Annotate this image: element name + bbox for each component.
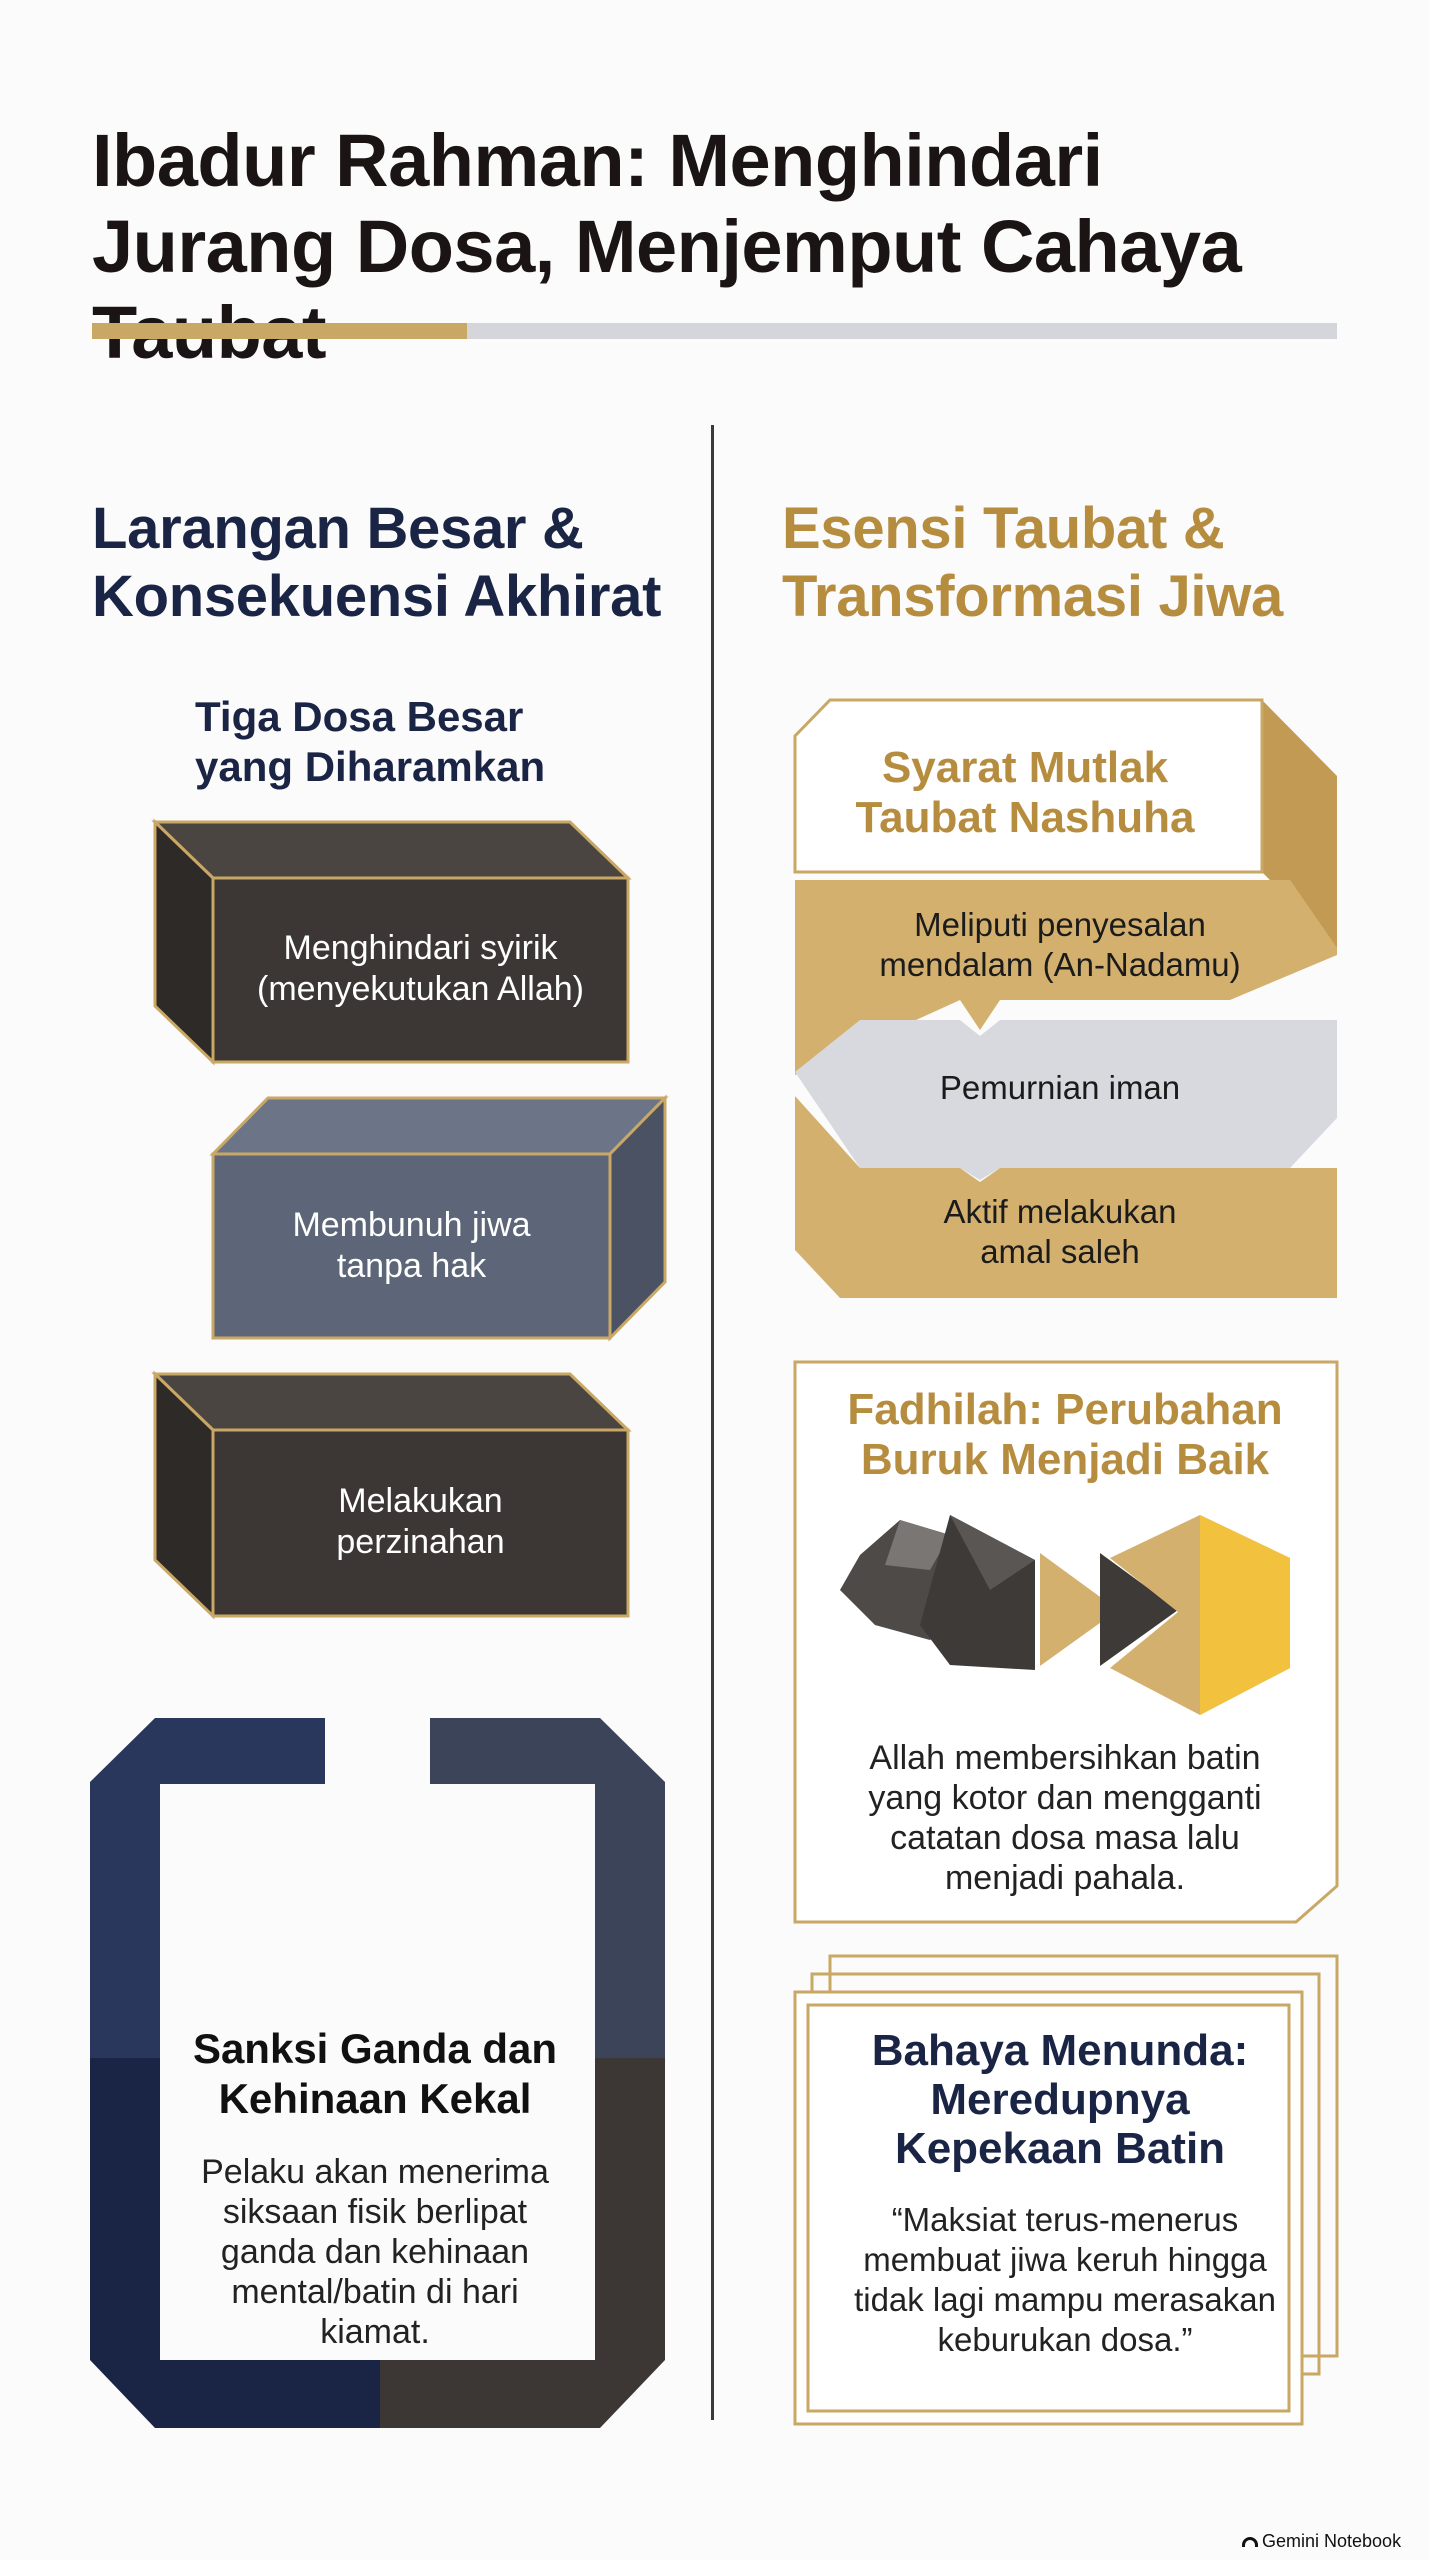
gemini-logo-icon xyxy=(1242,2537,1258,2547)
right-column-heading: Esensi Taubat & Transformasi Jiwa xyxy=(782,496,1284,629)
fadhilah-title: Fadhilah: Perubahan Buruk Menjadi Baik xyxy=(847,1385,1283,1484)
bahaya-title: Bahaya Menunda: Meredupnya Kepekaan Batin xyxy=(871,2026,1249,2173)
syarat-tier-3: Aktif melakukan amal saleh xyxy=(943,1193,1177,1270)
sin-label-3: Melakukan perzinahan xyxy=(336,1482,505,1561)
page-title: Ibadur Rahman: Menghindari Jurang Dosa, Menjemput Cahaya xyxy=(92,119,1242,288)
left-column-heading: Larangan Besar & Konsekuensi Akhirat xyxy=(92,496,662,629)
sanksi-body: Pelaku akan menerima siksaan fisik berlipat ganda dan kehinaan mental/batin di hari kiamat. xyxy=(201,2153,549,2351)
brand-watermark: Gemini Notebook xyxy=(1242,2531,1422,2552)
syarat-tier-1: Meliputi penyesalan mendalam (An-Nadamu) xyxy=(879,906,1241,983)
sin-label-2: Membunuh jiwa tanpa hak xyxy=(292,1206,531,1285)
syarat-title: Syarat Mutlak Taubat Nashuha xyxy=(855,743,1195,842)
sin-label-1: Menghindari syirik (menyekutukan Allah) xyxy=(257,929,584,1008)
bahaya-quote: “Maksiat terus-menerus membuat jiwa keruh hingga tidak lagi mampu merasakan keburukan dosa.” xyxy=(854,2201,1276,2358)
fadhilah-body: Allah membersihkan batin yang kotor dan mengganti catatan dosa masa lalu menjadi pahala. xyxy=(868,1739,1262,1897)
sins-subheading: Tiga Dosa Besar yang Diharamkan xyxy=(195,693,546,790)
sanksi-title: Sanksi Ganda dan Kehinaan Kekal xyxy=(192,2025,558,2122)
syarat-tier-2: Pemurnian iman xyxy=(939,1069,1181,1106)
